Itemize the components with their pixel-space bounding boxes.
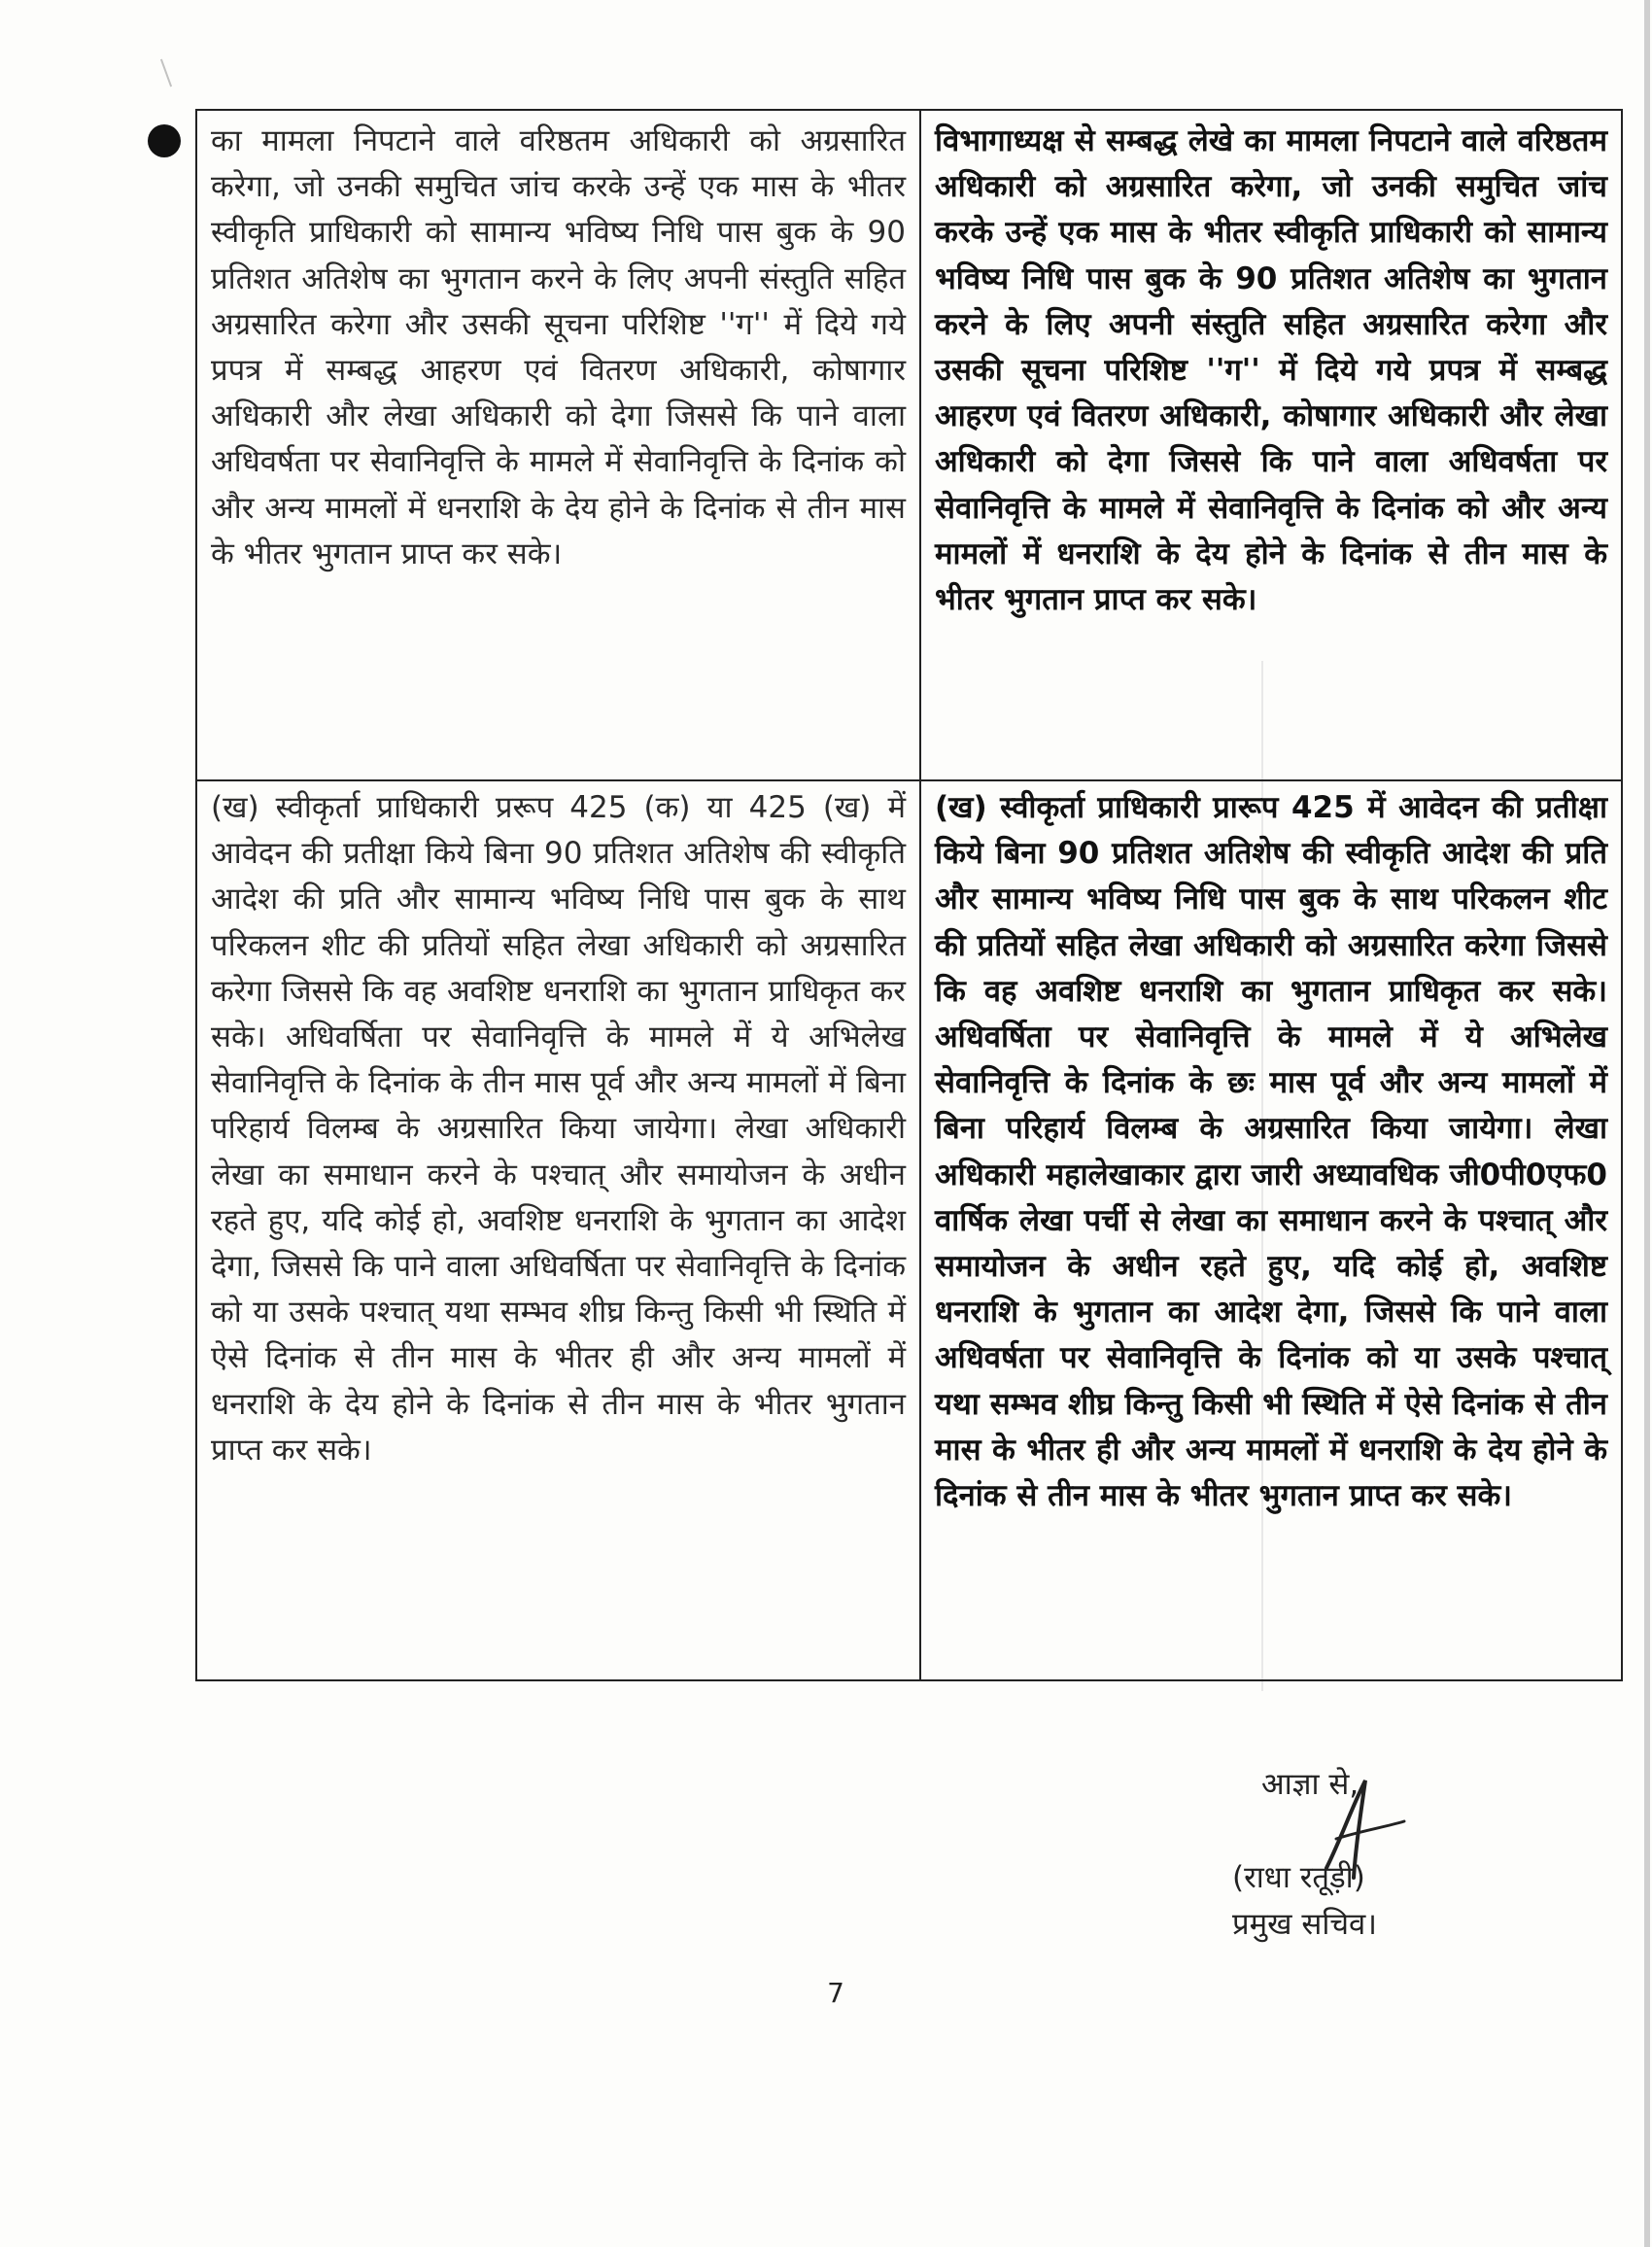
table-row bbox=[196, 110, 1622, 780]
punch-hole-mark bbox=[148, 124, 181, 157]
table-row bbox=[196, 780, 1622, 1680]
page-number: 7 bbox=[827, 1977, 844, 2009]
page-edge-shadow bbox=[1644, 0, 1650, 2247]
comparison-table bbox=[195, 109, 1623, 1681]
scan-artifact bbox=[160, 59, 172, 87]
signatory-name: (राधा रतूड़ी) bbox=[1232, 1860, 1365, 1895]
amended-provision-cell: (ख) स्वीकृर्ता प्राधिकारी प्रारूप 425 में आवेदन की प्रतीक्षा किये बिना 90 प्रतिशत अतिशेष की स्वीकृति आदेश की प्रति और सामान्य भविष्य निधि पास बुक के साथ परिकलन शीट की प्रतियों सहित लेखा अधिकारी को अग्रसारित करेगा जिससे कि वह अवशिष्ट धनराशि का भुगतान प्राधिकृत कर सके। अधिवर्षिता पर सेवानिवृत्ति के मामले में ये अभिलेख सेवानिवृत्ति के दिनांक के छः मास पूर्व और अन्य मामलों में बिना परिहार्य विलम्ब के अग्रसारित किया जायेगा। लेखा अधिकारी महालेखाकार द्वारा जारी अध्यावधिक जी0पी0एफ0 वार्षिक लेखा पर्ची से लेखा का समाधान करने के पश्चात् और समायोजन के अधीन रहते हुए, यदि कोई हो, अवशिष्ट धनराशि के भुगतान का आदेश देगा, जिससे कि पाने वाला अधिवर्षता पर सेवानिवृत्ति के दिनांक को या उसके पश्चात् यथा सम्भव शीघ्र किन्तु किसी भी स्थिति में ऐसे दिनांक से तीन मास के भीतर ही और अन्य मामलों में धनराशि के देय होने के दिनांक से तीन मास के भीतर भुगतान प्राप्त कर सके। bbox=[920, 780, 1622, 1680]
by-order-line: आज्ञा से, bbox=[1261, 1767, 1359, 1802]
signatory-designation: प्रमुख सचिव। bbox=[1232, 1907, 1378, 1942]
signature-block bbox=[1222, 1761, 1495, 1948]
existing-provision-cell: का मामला निपटाने वाले वरिष्ठतम अधिकारी को अग्रसारित करेगा, जो उनकी समुचित जांच करके उन्हें एक मास के भीतर स्वीकृति प्राधिकारी को सामान्य भविष्य निधि पास बुक के 90 प्रतिशत अतिशेष का भुगतान करने के लिए अपनी संस्तुति सहित अग्रसारित करेगा और उसकी सूचना परिशिष्ट ''ग'' में दिये गये प्रपत्र में सम्बद्ध आहरण एवं वितरण अधिकारी, कोषागार अधिकारी और लेखा अधिकारी को देगा जिससे कि पाने वाला अधिवर्षता पर सेवानिवृत्ति के मामले में सेवानिवृत्ति के दिनांक को और अन्य मामलों में धनराशि के देय होने के दिनांक से तीन मास के भीतर भुगतान प्राप्त कर सके। bbox=[196, 110, 920, 780]
existing-provision-cell: (ख) स्वीकृर्ता प्राधिकारी प्ररूप 425 (क) या 425 (ख) में आवेदन की प्रतीक्षा किये बिना 90 प्रतिशत अतिशेष की स्वीकृति आदेश की प्रति और सामान्य भविष्य निधि पास बुक के साथ परिकलन शीट की प्रतियों सहित लेखा अधिकारी को अग्रसारित करेगा जिससे कि वह अवशिष्ट धनराशि का भुगतान प्राधिकृत कर सके। अधिवर्षिता पर सेवानिवृत्ति के मामले में ये अभिलेख सेवानिवृत्ति के दिनांक के तीन मास पूर्व और अन्य मामलों में बिना परिहार्य विलम्ब के अग्रसारित किया जायेगा। लेखा अधिकारी लेखा का समाधान करने के पश्चात् और समायोजन के अधीन रहते हुए, यदि कोई हो, अवशिष्ट धनराशि के भुगतान का आदेश देगा, जिससे कि पाने वाला अधिवर्षिता पर सेवानिवृत्ति के दिनांक को या उसके पश्चात् यथा सम्भव शीघ्र किन्तु किसी भी स्थिति में ऐसे दिनांक से तीन मास के भीतर ही और अन्य मामलों में धनराशि के देय होने के दिनांक से तीन मास के भीतर भुगतान प्राप्त कर सके। bbox=[196, 780, 920, 1680]
amended-provision-cell: विभागाध्यक्ष से सम्बद्ध लेखे का मामला निपटाने वाले वरिष्ठतम अधिकारी को अग्रसारित करेगा, जो उनकी समुचित जांच करके उन्हें एक मास के भीतर स्वीकृति प्राधिकारी को सामान्य भविष्य निधि पास बुक के 90 प्रतिशत अतिशेष का भुगतान करने के लिए अपनी संस्तुति सहित अग्रसारित करेगा और उसकी सूचना परिशिष्ट ''ग'' में दिये गये प्रपत्र में सम्बद्ध आहरण एवं वितरण अधिकारी, कोषागार अधिकारी और लेखा अधिकारी को देगा जिससे कि पाने वाला अधिवर्षता पर सेवानिवृत्ति के मामले में सेवानिवृत्ति के दिनांक को और अन्य मामलों में धनराशि के देय होने के दिनांक से तीन मास के भीतर भुगतान प्राप्त कर सके। bbox=[920, 110, 1622, 780]
